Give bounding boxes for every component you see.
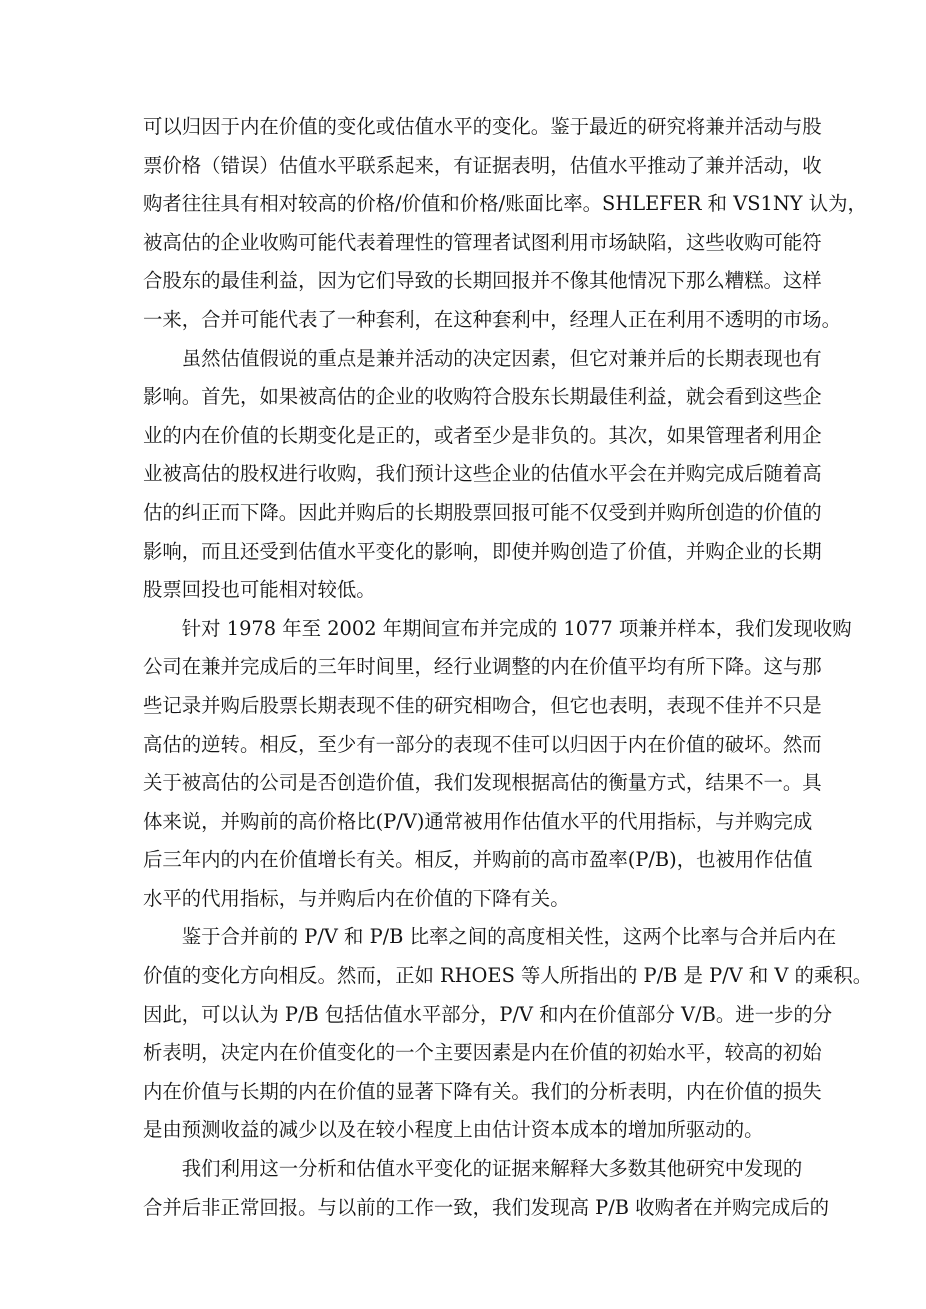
text-line: 价值的变化方向相反。然而，正如 RHOES 等人所指出的 P/B 是 P/V 和 V 的乘积。 <box>143 964 873 988</box>
text-line: 水平的代用指标，与并购后内在价值的下降有关。 <box>143 886 570 910</box>
text-line: 析表明，决定内在价值变化的一个主要因素是内在价值的初始水平，较高的初始 <box>143 1041 822 1065</box>
text-line: 合并后非正常回报。与以前的工作一致，我们发现高 P/B 收购者在并购完成后的 <box>143 1195 830 1219</box>
text-line: 购者往往具有相对较高的价格/价值和价格/账面比率。SHLEFER 和 VS1NY 认为， <box>143 192 867 216</box>
paragraph-1 <box>143 108 867 340</box>
text-line: 因此，可以认为 P/B 包括估值水平部分，P/V 和内在价值部分 V/B。进一步的分 <box>143 1002 833 1026</box>
document-body <box>143 108 873 1227</box>
text-line: 高估的逆转。相反，至少有一部分的表现不佳可以归因于内在价值的破坏。然而 <box>143 732 822 756</box>
text-line: 票价格（错误）估值水平联系起来，有证据表明，估值水平推动了兼并活动，收 <box>143 153 822 177</box>
text-line: 合股东的最佳利益，因为它们导致的长期回报并不像其他情况下那么糟糕。这样 <box>143 269 822 293</box>
text-line: 针对 1978 年至 2002 年期间宣布并完成的 1077 项兼并样本，我们发现收购 <box>181 616 852 640</box>
text-line: 被高估的企业收购可能代表着理性的管理者试图利用市场缺陷，这些收购可能符 <box>143 230 822 254</box>
text-line: 是由预测收益的减少以及在较小程度上由估计资本成本的增加所驱动的。 <box>143 1118 764 1142</box>
text-line: 鉴于合并前的 P/V 和 P/B 比率之间的高度相关性，这两个比率与合并后内在 <box>181 925 837 949</box>
text-line: 可以归因于内在价值的变化或估值水平的变化。鉴于最近的研究将兼并活动与股 <box>143 115 822 138</box>
text-line: 业被高估的股权进行收购，我们预计这些企业的估值水平会在并购完成后随着高 <box>143 462 822 486</box>
text-line: 内在价值与长期的内在价值的显著下降有关。我们的分析表明，内在价值的损失 <box>143 1079 822 1103</box>
text-line: 公司在兼并完成后的三年时间里，经行业调整的内在价值平均有所下降。这与那 <box>143 655 822 679</box>
paragraph-4 <box>143 918 873 1150</box>
text-line: 我们利用这一分析和估值水平变化的证据来解释大多数其他研究中发现的 <box>181 1157 803 1181</box>
text-line: 体来说，并购前的高价格比(P/V)通常被用作估值水平的代用指标，与并购完成 <box>143 809 813 833</box>
text-line: 影响。首先，如果被高估的企业的收购符合股东长期最佳利益，就会看到这些企 <box>143 385 822 409</box>
text-line: 估的纠正而下降。因此并购后的长期股票回报可能不仅受到并购所创造的价值的 <box>143 500 822 524</box>
text-line: 一来，合并可能代表了一种套利，在这种套利中，经理人正在利用不透明的市场。 <box>143 307 842 331</box>
text-line: 业的内在价值的长期变化是正的，或者至少是非负的。其次，如果管理者利用企 <box>143 423 822 447</box>
text-line: 些记录并购后股票长期表现不佳的研究相吻合，但它也表明，表现不佳并不只是 <box>143 693 822 717</box>
paragraph-5 <box>143 1150 830 1227</box>
paragraph-3 <box>143 610 852 919</box>
text-line: 后三年内的内在价值增长有关。相反，并购前的高市盈率(P/B)，也被用作估值 <box>143 848 813 872</box>
text-line: 关于被高估的公司是否创造价值，我们发现根据高估的衡量方式，结果不一。具 <box>143 771 822 795</box>
paragraph-2 <box>143 340 822 610</box>
text-line: 股票回投也可能相对较低。 <box>143 578 376 602</box>
text-line: 虽然估值假说的重点是兼并活动的决定因素，但它对兼并后的长期表现也有 <box>181 346 822 370</box>
text-line: 影响，而且还受到估值水平变化的影响，即使并购创造了价值，并购企业的长期 <box>143 539 822 563</box>
